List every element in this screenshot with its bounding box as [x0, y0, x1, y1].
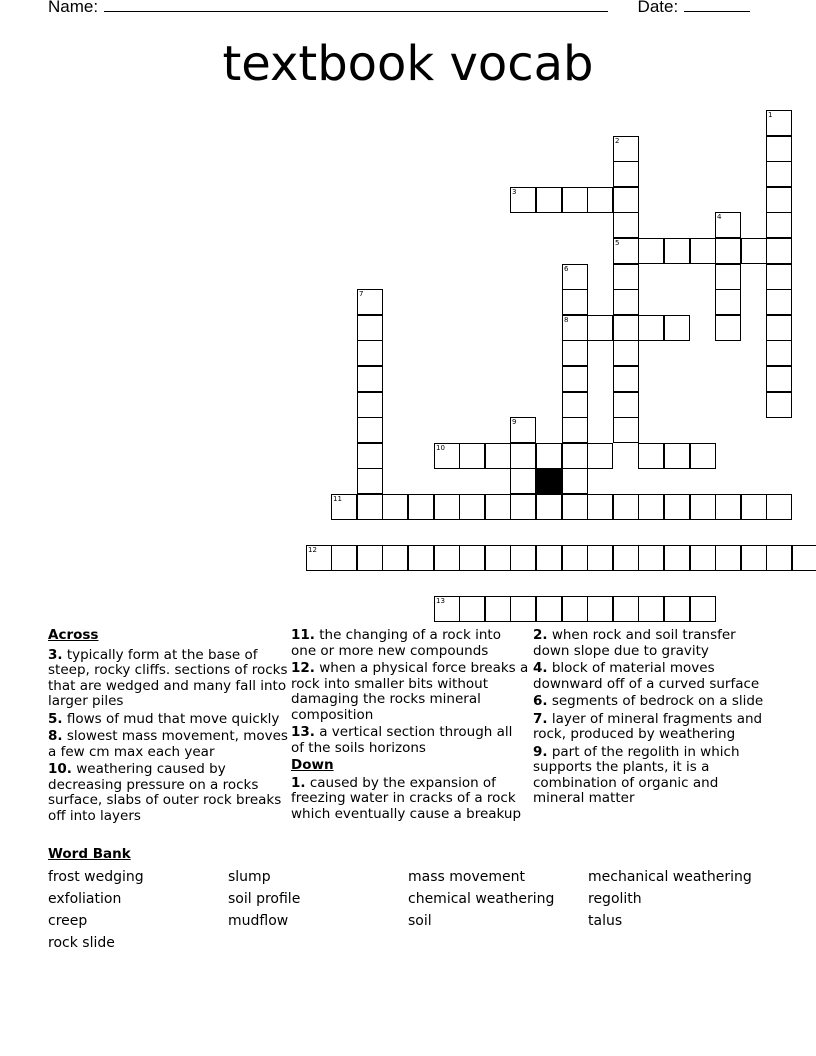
grid-cell[interactable] [562, 187, 588, 213]
clue-text: weathering caused by decreasing pressure on a rocks surface, slabs of outer rock breaks off into layers [48, 761, 282, 824]
clues-column-2 [291, 628, 529, 824]
clue-text: slowest mass movement, moves a few cm max each year [48, 728, 288, 760]
grid-cell[interactable] [536, 545, 562, 571]
grid-cell[interactable] [792, 545, 816, 571]
clue-number: 9. [533, 743, 548, 760]
grid-cell[interactable] [536, 187, 562, 213]
grid-cell[interactable] [485, 494, 511, 520]
down-heading: Down [291, 757, 334, 773]
grid-cell[interactable] [408, 494, 434, 520]
grid-cell[interactable] [434, 494, 460, 520]
grid-cell[interactable] [715, 238, 741, 264]
grid-cell[interactable] [357, 392, 383, 418]
cell-number: 10 [436, 444, 445, 452]
word-bank-item: mechanical weathering [588, 869, 752, 885]
clue-text: the changing of a rock into one or more new compounds [291, 627, 501, 659]
word-bank-item: creep [48, 913, 88, 929]
grid-cell[interactable] [766, 494, 792, 520]
grid-cell[interactable] [664, 596, 690, 622]
down-clue [533, 712, 769, 743]
cell-number: 9 [512, 418, 517, 426]
cell-number: 6 [564, 265, 569, 273]
clue-number: 4. [533, 660, 548, 676]
grid-cell[interactable] [613, 494, 639, 520]
clue-text: segments of bedrock on a slide [551, 693, 764, 709]
clue-number: 5. [48, 710, 63, 727]
grid-cell[interactable] [690, 545, 716, 571]
grid-cell[interactable] [510, 494, 536, 520]
clue-text: caused by the expansion of freezing water in cracks of a rock which eventually cause a breakup [291, 774, 522, 822]
grid-cell[interactable] [510, 443, 536, 469]
grid-cell[interactable] [613, 289, 639, 315]
grid-cell[interactable] [613, 340, 639, 366]
across-clue [48, 762, 288, 824]
grid-cell[interactable] [357, 494, 383, 520]
grid-cell[interactable] [434, 596, 460, 622]
grid-cell[interactable] [510, 187, 536, 213]
grid-cell[interactable] [485, 545, 511, 571]
grid-cell[interactable] [357, 340, 383, 366]
grid-cell[interactable] [613, 315, 639, 341]
grid-cell[interactable] [690, 494, 716, 520]
word-bank [48, 846, 788, 951]
grid-cell[interactable] [382, 545, 408, 571]
grid-cell[interactable] [357, 417, 383, 443]
across-clue [291, 628, 529, 659]
clue-number: 8. [48, 728, 63, 744]
grid-cell[interactable] [715, 494, 741, 520]
cell-number: 3 [512, 188, 517, 196]
across-clue [291, 725, 529, 756]
clue-number: 2. [533, 627, 548, 643]
grid-cell[interactable] [536, 494, 562, 520]
word-bank-item: talus [588, 913, 623, 929]
name-label: Name: [48, 0, 99, 16]
clue-text: flows of mud that move quickly [66, 710, 280, 727]
grid-cell[interactable] [766, 136, 792, 162]
word-bank-item: soil profile [228, 891, 301, 907]
grid-cell[interactable] [638, 443, 664, 469]
grid-cell[interactable] [357, 468, 383, 494]
grid-cell[interactable] [638, 596, 664, 622]
grid-cell[interactable] [510, 468, 536, 494]
word-bank-item: chemical weathering [408, 891, 555, 907]
grid-cell[interactable] [613, 545, 639, 571]
word-bank-item: exfoliation [48, 891, 122, 907]
grid-cell[interactable] [766, 289, 792, 315]
grid-cell[interactable] [766, 264, 792, 290]
grid-cell[interactable] [664, 238, 690, 264]
grid-cell[interactable] [766, 366, 792, 392]
grid-cell[interactable] [766, 545, 792, 571]
grid-cell[interactable] [690, 238, 716, 264]
word-bank-item: mass movement [408, 869, 525, 885]
grid-cell[interactable] [587, 545, 613, 571]
grid-cell[interactable] [613, 161, 639, 187]
grid-cell[interactable] [562, 264, 588, 290]
grid-cell[interactable] [715, 264, 741, 290]
clue-text: block of material moves downward off of a curved surface [533, 660, 760, 692]
grid-cell[interactable] [306, 545, 332, 571]
grid-cell[interactable] [357, 366, 383, 392]
grid-cell[interactable] [562, 392, 588, 418]
clue-number: 13. [291, 724, 315, 740]
grid-cell[interactable] [510, 596, 536, 622]
grid-cell[interactable] [741, 545, 767, 571]
page-title: textbook vocab [222, 36, 594, 92]
grid-cell[interactable] [613, 366, 639, 392]
across-clue [48, 712, 288, 728]
grid-cell[interactable] [434, 545, 460, 571]
down-clue [291, 776, 529, 823]
grid-cell[interactable] [459, 494, 485, 520]
grid-cell[interactable] [613, 392, 639, 418]
grid-cell[interactable] [485, 443, 511, 469]
grid-cell[interactable] [766, 340, 792, 366]
grid-cell[interactable] [766, 161, 792, 187]
black-cell [536, 468, 562, 494]
grid-cell[interactable] [715, 315, 741, 341]
word-bank-heading: Word Bank [48, 846, 131, 862]
grid-cell[interactable] [382, 494, 408, 520]
grid-cell[interactable] [766, 212, 792, 238]
grid-cell[interactable] [536, 596, 562, 622]
grid-cell[interactable] [715, 289, 741, 315]
across-clue [48, 729, 288, 760]
clue-text: layer of mineral fragments and rock, produced by weathering [533, 710, 763, 742]
grid-cell[interactable] [357, 443, 383, 469]
down-clue [533, 694, 769, 710]
clue-text: a vertical section through all of the soils horizons [291, 724, 513, 756]
grid-cell[interactable] [690, 443, 716, 469]
clue-number: 12. [291, 660, 315, 676]
cell-number: 12 [308, 546, 317, 554]
grid-cell[interactable] [562, 366, 588, 392]
clue-number: 10. [48, 761, 72, 777]
grid-cell[interactable] [562, 417, 588, 443]
across-clue [48, 648, 288, 710]
grid-cell[interactable] [562, 443, 588, 469]
down-clue [533, 661, 769, 692]
grid-cell[interactable] [715, 212, 741, 238]
grid-cell[interactable] [613, 596, 639, 622]
grid-cell[interactable] [562, 340, 588, 366]
cell-number: 4 [717, 213, 722, 221]
grid-cell[interactable] [613, 212, 639, 238]
grid-cell[interactable] [459, 545, 485, 571]
grid-cell[interactable] [741, 494, 767, 520]
word-bank-item: mudflow [228, 913, 289, 929]
cell-number: 8 [564, 316, 569, 324]
cell-number: 2 [615, 137, 620, 145]
grid-cell[interactable] [664, 494, 690, 520]
clue-text: part of the regolith in which supports the plants, it is a combination of organic and mineral matter [533, 743, 740, 806]
clue-text: typically form at the base of steep, rocky cliffs. sections of rocks that are wedged and many fall into larger piles [48, 646, 288, 709]
grid-cell[interactable] [357, 315, 383, 341]
grid-cell[interactable] [766, 392, 792, 418]
grid-cell[interactable] [664, 443, 690, 469]
cell-number: 13 [436, 597, 445, 605]
grid-cell[interactable] [562, 545, 588, 571]
clue-number: 1. [291, 774, 306, 791]
grid-cell[interactable] [357, 289, 383, 315]
grid-cell[interactable] [766, 315, 792, 341]
grid-cell[interactable] [715, 545, 741, 571]
down-clue [533, 745, 769, 807]
grid-cell[interactable] [587, 315, 613, 341]
grid-cell[interactable] [613, 136, 639, 162]
grid-cell[interactable] [536, 443, 562, 469]
grid-cell[interactable] [638, 545, 664, 571]
grid-cell[interactable] [741, 238, 767, 264]
grid-cell[interactable] [664, 545, 690, 571]
cell-number: 7 [359, 290, 364, 298]
grid-cell[interactable] [408, 545, 434, 571]
grid-cell[interactable] [587, 494, 613, 520]
grid-cell[interactable] [562, 289, 588, 315]
grid-cell[interactable] [766, 110, 792, 136]
grid-cell[interactable] [331, 545, 357, 571]
grid-cell[interactable] [613, 238, 639, 264]
clue-number: 6. [533, 693, 548, 709]
grid-cell[interactable] [766, 187, 792, 213]
grid-cell[interactable] [613, 187, 639, 213]
grid-cell[interactable] [562, 596, 588, 622]
grid-cell[interactable] [331, 494, 357, 520]
cell-number: 5 [615, 239, 620, 247]
down-clue [533, 628, 769, 659]
grid-cell[interactable] [766, 238, 792, 264]
grid-cell[interactable] [485, 596, 511, 622]
grid-cell[interactable] [613, 417, 639, 443]
word-bank-item: frost wedging [48, 869, 144, 885]
grid-cell[interactable] [459, 443, 485, 469]
clue-number: 7. [533, 710, 548, 727]
grid-cell[interactable] [638, 315, 664, 341]
grid-cell[interactable] [562, 494, 588, 520]
cell-number: 11 [333, 495, 342, 503]
clues-column-1 [48, 628, 288, 826]
word-bank-item: regolith [588, 891, 642, 907]
cell-number: 1 [768, 111, 773, 119]
grid-cell[interactable] [459, 596, 485, 622]
grid-cell[interactable] [613, 264, 639, 290]
word-bank-item: soil [408, 913, 432, 929]
grid-cell[interactable] [562, 468, 588, 494]
clue-number: 3. [48, 646, 63, 663]
word-bank-item: slump [228, 869, 271, 885]
grid-cell[interactable] [587, 443, 613, 469]
grid-cell[interactable] [510, 545, 536, 571]
across-clue [291, 661, 529, 723]
grid-cell[interactable] [434, 443, 460, 469]
date-label: Date: [637, 0, 679, 16]
clue-text: when rock and soil transfer down slope due to gravity [533, 627, 736, 659]
clues-column-3 [533, 628, 769, 809]
word-bank-item: rock slide [48, 935, 115, 951]
word-bank-list [48, 869, 788, 951]
grid-cell[interactable] [664, 315, 690, 341]
grid-cell[interactable] [562, 315, 588, 341]
grid-cell[interactable] [638, 238, 664, 264]
grid-cell[interactable] [357, 545, 383, 571]
grid-cell[interactable] [510, 417, 536, 443]
clue-text: when a physical force breaks a rock into smaller bits without damaging the rocks mineral composition [291, 660, 529, 723]
grid-cell[interactable] [587, 187, 613, 213]
across-heading: Across [48, 627, 99, 643]
grid-cell[interactable] [690, 596, 716, 622]
grid-cell[interactable] [587, 596, 613, 622]
grid-cell[interactable] [638, 494, 664, 520]
clue-number: 11. [291, 627, 315, 643]
